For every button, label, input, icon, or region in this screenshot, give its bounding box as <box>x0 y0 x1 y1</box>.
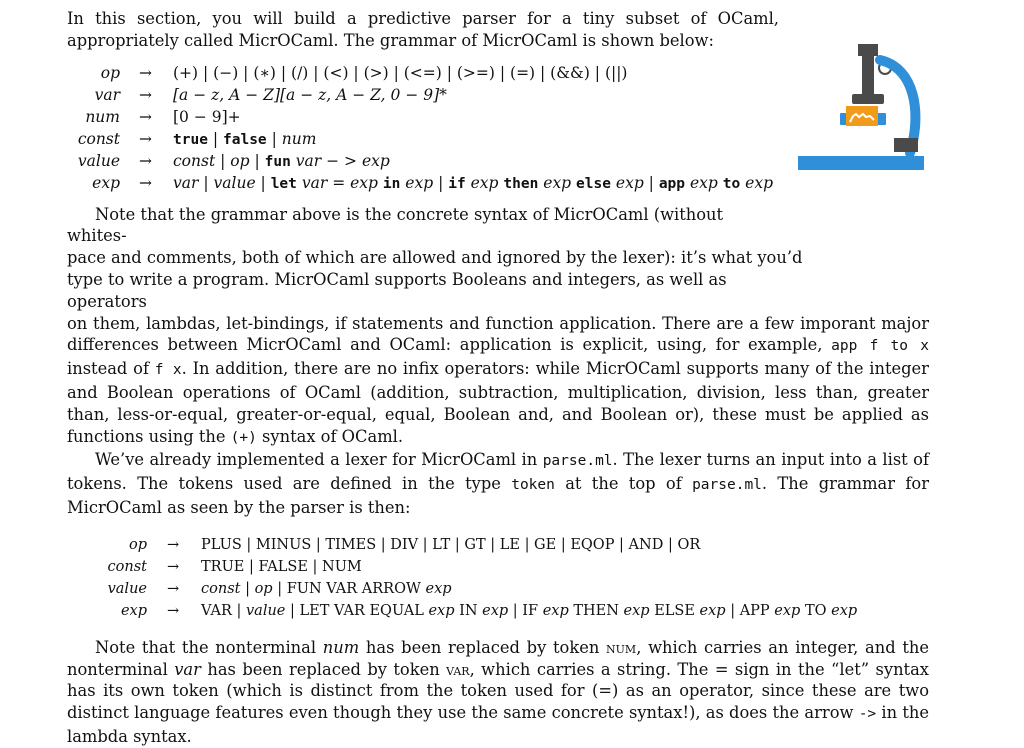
paragraph-tokens: Note that the nonterminal num has been replaced by token num, which carries an integer, and the nonterminal var has been replaced by token var, which carries a string. The = sign in the “let” syntax has its own token (which is distinct from the token used for (=) as an operator, since these are two distinct language features even though they use the same concrete syntax!), as does the arrow -> in the lambda syntax. <box>67 637 929 746</box>
microscope-tube <box>862 56 874 98</box>
paragraph-lexer: We’ve already implemented a lexer for MicrOCaml in parse.ml. The lexer turns an input into a list of tokens. The tokens used are defined in the type token at the top of parse.ml. The grammar for MicrOCaml as seen by the parser is then: <box>67 450 929 517</box>
concrete-grammar: op → (+) | (−) | (∗) | (/) | (<) | (>) | (<=) | (>=) | (=) | (&&) | (||) var → [a − z, A − Z][a − z, A − Z, 0 − 9]* num → [0 − 9]+ const → true | false | num value → const | op | fun var − > exp exp → var | value | let var = exp in exp | if exp then exp else exp | app exp to exp <box>77 63 773 192</box>
eyepiece <box>858 44 878 56</box>
paragraph-differences: Note that the grammar above is the concrete syntax of MicrOCaml (without whites- pace and comments, both of which are allowed and ignored by the lexer): it’s what you’d type to write a program. MicrOCaml supports Booleans and integers, as well as operators on them, lambdas, let-bindings, if statements and function application. There are a few imporant major differences between MicrOCaml and OCaml: application is explicit, using, for example, app f to x instead of f x. In addition, there are no infix operators: while MicrOCaml supports many of the integer and Boolean operations of OCaml (addition, subtraction, multiplication, division, less than, greater than, less-or-equal, greater-or-equal, equal, Boolean and, and Boolean or), these must be applied as functions using the (+) syntax of OCaml. <box>67 204 929 446</box>
base-block <box>894 138 918 152</box>
token-grammar: op → PLUS | MINUS | TIMES | DIV | LT | GT | LE | GE | EQOP | AND | OR const → TRUE | FALSE | NUM value → const | op | FUN VAR ARROW exp exp → VAR | value | LET VAR EQUAL exp IN exp | IF exp THEN exp ELSE exp | APP exp TO exp <box>107 536 858 619</box>
microscope-illustration <box>780 38 930 198</box>
microscope-base <box>798 156 924 170</box>
intro-paragraph: In this section, you will build a predictive parser for a tiny subset of OCaml, appropriately called MicrOCaml. The grammar of MicrOCaml is shown below: <box>67 9 779 50</box>
objective <box>852 94 884 104</box>
